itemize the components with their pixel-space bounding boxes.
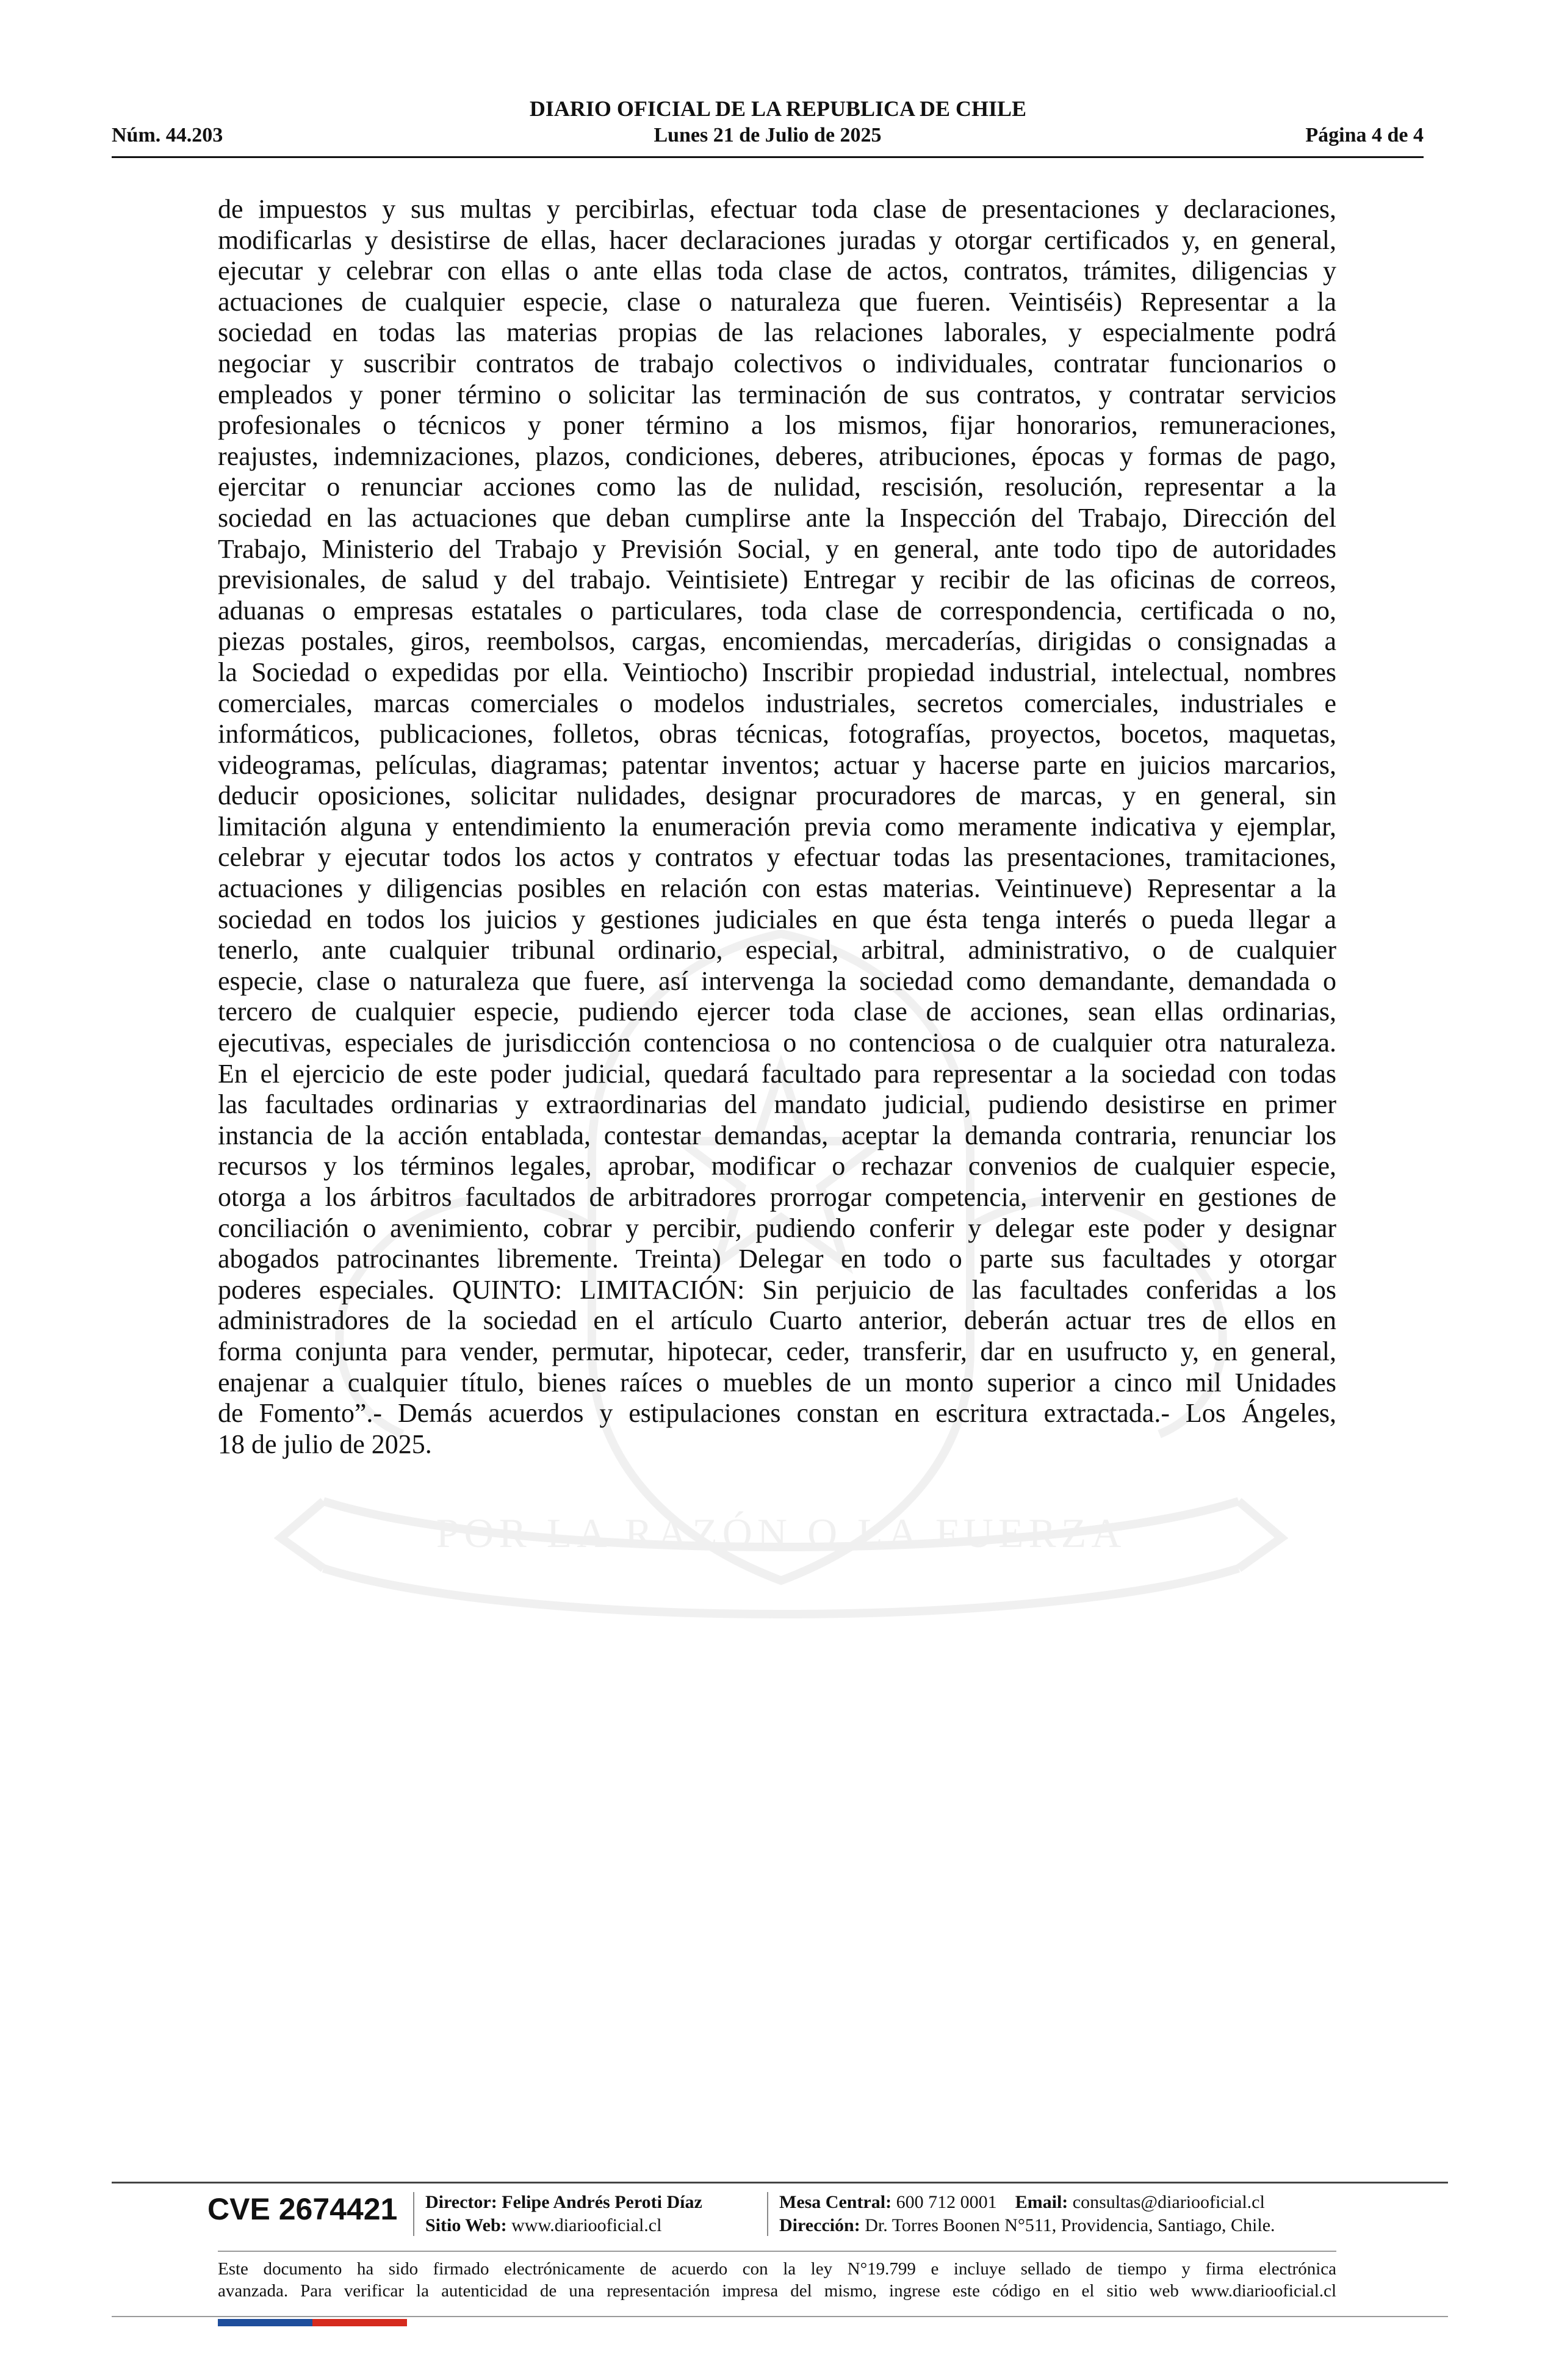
- electronic-signature-note: [218, 2258, 1336, 2302]
- newspaper-title: DIARIO OFICIAL DE LA REPUBLICA DE CHILE: [529, 96, 1027, 121]
- email-link[interactable]: consultas@diariooficial.cl: [1072, 2192, 1265, 2212]
- body-line: tercero de cualquier especie, pudiendo ejercer toda clase de acciones, sean ellas ordinarias,: [218, 997, 1336, 1027]
- mesa-label: Mesa Central:: [779, 2192, 892, 2212]
- note-line: Este documento ha sido firmado electrónicamente de acuerdo con la ley N°19.799 e incluye sellado de tiempo y firma electrónica: [218, 2259, 1336, 2279]
- watermark-motto: POR LA RAZÓN O LA FUERZA: [436, 1510, 1126, 1556]
- body-line: tenerlo, ante cualquier tribunal ordinario, especial, arbitral, administrativo, o de cualquier: [218, 935, 1336, 965]
- body-line: deducir oposiciones, solicitar nulidades, designar procuradores de marcas, y en general, sin: [218, 781, 1336, 811]
- body-line: instancia de la acción entablada, contestar demandas, aceptar la demanda contraria, renunciar los: [218, 1120, 1336, 1150]
- address-label: Dirección:: [779, 2215, 860, 2235]
- body-line: limitación alguna y entendimiento la enumeración previa como meramente indicativa y ejemplar,: [218, 811, 1336, 842]
- body-line: las facultades ordinarias y extraordinarias del mandato judicial, pudiendo desistirse en primer: [218, 1089, 1336, 1120]
- footer-contact-block: [779, 2191, 1275, 2237]
- body-line: 18 de julio de 2025.: [218, 1429, 432, 1459]
- body-line: empleados y poner término o solicitar las terminación de sus contratos, y contratar servicios: [218, 379, 1336, 409]
- body-line: sociedad en todas las materias propias de las relaciones laborales, y especialmente podrá: [218, 317, 1336, 348]
- body-line: la Sociedad o expedidas por ella. Veintiocho) Inscribir propiedad industrial, intelectual, nombres: [218, 657, 1336, 687]
- body-line: reajustes, indemnizaciones, plazos, condiciones, deberes, atribuciones, épocas y formas de pago,: [218, 441, 1336, 471]
- body-line: profesionales o técnicos y poner término a los mismos, fijar honorarios, remuneraciones,: [218, 410, 1336, 441]
- body-line: forma conjunta para vender, permutar, hipotecar, ceder, transferir, dar en usufructo y, en general,: [218, 1336, 1336, 1366]
- flag-color-bar: [218, 2319, 407, 2326]
- page-indicator: Página 4 de 4: [1305, 124, 1424, 146]
- body-line: negociar y suscribir contratos de trabajo colectivos o individuales, contratar funcionarios o: [218, 348, 1336, 378]
- footer-divider-top: [112, 2182, 1448, 2183]
- body-line: especie, clase o naturaleza que fuere, así intervenga la sociedad como demandante, demandada o: [218, 965, 1336, 996]
- header-row: [112, 122, 1424, 150]
- body-line: piezas postales, giros, reembolsos, cargas, encomiendas, mercaderías, dirigidas o consignadas a: [218, 626, 1336, 657]
- body-line: aduanas o empresas estatales o particulares, toda clase de correspondencia, certificada o no,: [218, 595, 1336, 626]
- header-divider: [112, 156, 1424, 158]
- site-link[interactable]: www.diariooficial.cl: [511, 2215, 662, 2235]
- body-line: ejercitar o renunciar acciones como las de nulidad, rescisión, resolución, representar a la: [218, 472, 1336, 502]
- body-line: videogramas, películas, diagramas; patentar inventos; actuar y hacerse parte en juicios marcarios,: [218, 749, 1336, 780]
- body-line: de impuestos y sus multas y percibirlas, efectuar toda clase de presentaciones y declaraciones,: [218, 194, 1336, 224]
- body-line: previsionales, de salud y del trabajo. Veintisiete) Entregar y recibir de las oficinas de correos,: [218, 564, 1336, 595]
- body-line: informáticos, publicaciones, folletos, obras técnicas, fotografías, proyectos, bocetos, maquetas,: [218, 719, 1336, 749]
- body-line: Trabajo, Ministerio del Trabajo y Previsión Social, y en general, ante todo tipo de autoridades: [218, 533, 1336, 564]
- body-line: sociedad en las actuaciones que deban cumplirse ante la Inspección del Trabajo, Dirección del: [218, 502, 1336, 533]
- blue-segment: [218, 2319, 312, 2326]
- footer-director-block: [425, 2191, 702, 2237]
- body-line: de Fomento”.- Demás acuerdos y estipulaciones constan en escritura extractada.- Los Ángeles,: [218, 1398, 1336, 1429]
- body-line: conciliación o avenimiento, cobrar y percibir, pudiendo conferir y delegar este poder y designar: [218, 1213, 1336, 1243]
- footer-divider-bottom: [112, 2316, 1448, 2317]
- red-segment: [312, 2319, 407, 2326]
- site-label: Sitio Web:: [425, 2215, 507, 2235]
- body-line: actuaciones de cualquier especie, clase o naturaleza que fueren. Veintiséis) Representar a la: [218, 286, 1336, 317]
- body-line: recursos y los términos legales, aprobar, modificar o rechazar convenios de cualquier especie,: [218, 1151, 1336, 1181]
- body-line: ejecutar y celebrar con ellas o ante ellas toda clase de actos, contratos, trámites, diligencias y: [218, 256, 1336, 286]
- email-label: Email:: [1015, 2192, 1068, 2212]
- body-line: comerciales, marcas comerciales o modelos industriales, secretos comerciales, industriales e: [218, 688, 1336, 718]
- address-value: Dr. Torres Boonen N°511, Providencia, Santiago, Chile.: [865, 2215, 1275, 2235]
- body-line: enajenar a cualquier título, bienes raíces o muebles de un monto superior a cinco mil Unidades: [218, 1367, 1336, 1397]
- mesa-phone: 600 712 0001: [896, 2192, 997, 2212]
- footer-divider-mid: [218, 2251, 1336, 2252]
- body-line: administradores de la sociedad en el artículo Cuarto anterior, deberán actuar tres de ellos en: [218, 1305, 1336, 1336]
- footer-separator: [767, 2192, 768, 2236]
- body-line: sociedad en todos los juicios y gestiones judiciales en que ésta tenga interés o pueda llegar a: [218, 904, 1336, 934]
- body-line: ejecutivas, especiales de jurisdicción contenciosa o no contenciosa o de cualquier otra naturaleza.: [218, 1028, 1336, 1058]
- article-body: [218, 194, 1336, 1460]
- body-line: abogados patrocinantes libremente. Treinta) Delegar en todo o parte sus facultades y otorgar: [218, 1244, 1336, 1274]
- issue-date: Lunes 21 de Julio de 2025: [654, 124, 882, 146]
- issue-number: Núm. 44.203: [112, 124, 223, 146]
- note-line: avanzada. Para verificar la autenticidad de una representación impresa del mismo, ingrese este código en el sitio web www.diariooficial.cl: [218, 2281, 1336, 2301]
- body-line: poderes especiales. QUINTO: LIMITACIÓN: Sin perjuicio de las facultades conferidas a los: [218, 1274, 1336, 1305]
- director-name: Felipe Andrés Peroti Díaz: [502, 2192, 702, 2212]
- body-line: modificarlas y desistirse de ellas, hacer declaraciones juradas y otorgar certificados y, en general,: [218, 225, 1336, 255]
- director-label: Director:: [425, 2192, 497, 2212]
- body-line: celebrar y ejecutar todos los actos y contratos y efectuar todas las presentaciones, tramitaciones,: [218, 842, 1336, 873]
- body-line: actuaciones y diligencias posibles en relación con estas materias. Veintinueve) Representar a la: [218, 873, 1336, 904]
- cve-code: CVE 2674421: [207, 2192, 398, 2226]
- body-line: otorga a los árbitros facultados de arbitradores prorrogar competencia, intervenir en gestiones de: [218, 1182, 1336, 1212]
- body-line: En el ejercicio de este poder judicial, quedará facultado para representar a la sociedad con todas: [218, 1058, 1336, 1089]
- footer-separator: [413, 2192, 414, 2236]
